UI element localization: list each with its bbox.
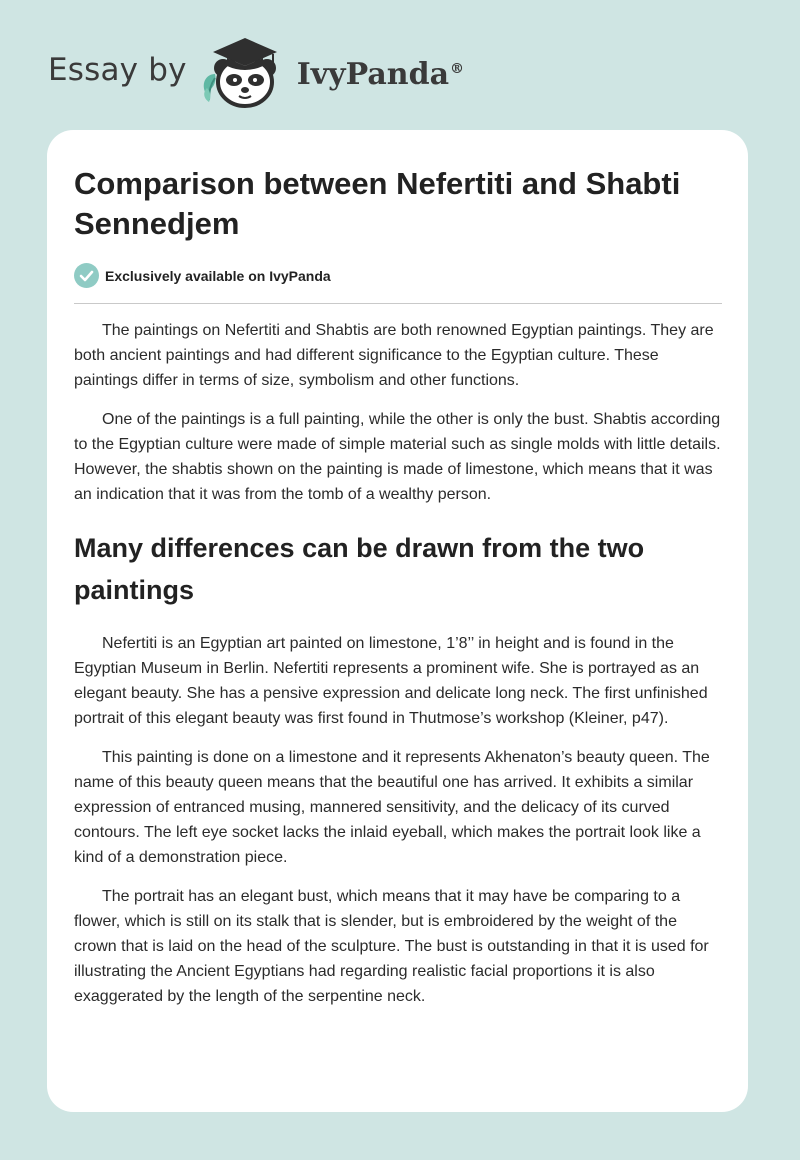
essay-card	[47, 130, 748, 1112]
panda-mascot-icon	[199, 30, 291, 110]
brand-name: IvyPanda®	[296, 56, 465, 92]
page-title: Comparison between Nefertiti and Shabti Sennedjem	[74, 166, 681, 241]
brand-prefix: Essay by	[48, 52, 187, 88]
paragraph: The paintings on Nefertiti and Shabtis are both renowned Egyptian paintings. They are both ancient paintings and had different significance to the Egyptian culture. These paintings differ in terms of size, symbolism and other functions.	[74, 322, 714, 389]
exclusive-label: Exclusively available on IvyPanda	[105, 267, 331, 284]
site-header-logo[interactable]	[48, 30, 464, 110]
check-circle-icon	[74, 263, 99, 288]
paragraph: One of the paintings is a full painting, while the other is only the bust. Shabtis according to the Egyptian culture were made of simple material such as single molds with little details. However, the shabtis shown on the painting is made of limestone, which means that it was an indication that it was from the tomb of a wealthy person.	[74, 411, 721, 503]
paragraph: The portrait has an elegant bust, which means that it may have be comparing to a flower, which is still on its stalk that is slender, but is embroidered by the weight of the crown that is laid on the head of the sculpture. The bust is outstanding in that it is used for illustrating the Ancient Egyptians had regarding realistic facial proportions it is also exaggerated by the length of the serpentine neck.	[74, 888, 709, 1005]
exclusive-badge	[74, 263, 331, 288]
paragraph: Nefertiti is an Egyptian art painted on limestone, 1’8’’ in height and is found in the Egyptian Museum in Berlin. Nefertiti represents a prominent wife. She is portrayed as an elegant beauty. She has a pensive expression and delicate long neck. The first unfinished portrait of this elegant beauty was first found in Thutmose’s workshop (Kleiner, p47).	[74, 635, 708, 727]
section-heading: Many differences can be drawn from the two paintings	[74, 533, 645, 605]
paragraph: This painting is done on a limestone and it represents Akhenaton’s beauty queen. The name of this beauty queen means that the beautiful one has arrived. It exhibits a similar expression of entranced musing, mannered sensitivity, and the delicacy of its curved contours. The left eye socket lacks the inlaid eyeball, which makes the portrait look like a kind of a demonstration piece.	[74, 749, 710, 866]
divider	[74, 303, 722, 304]
essay-body	[74, 318, 724, 1023]
